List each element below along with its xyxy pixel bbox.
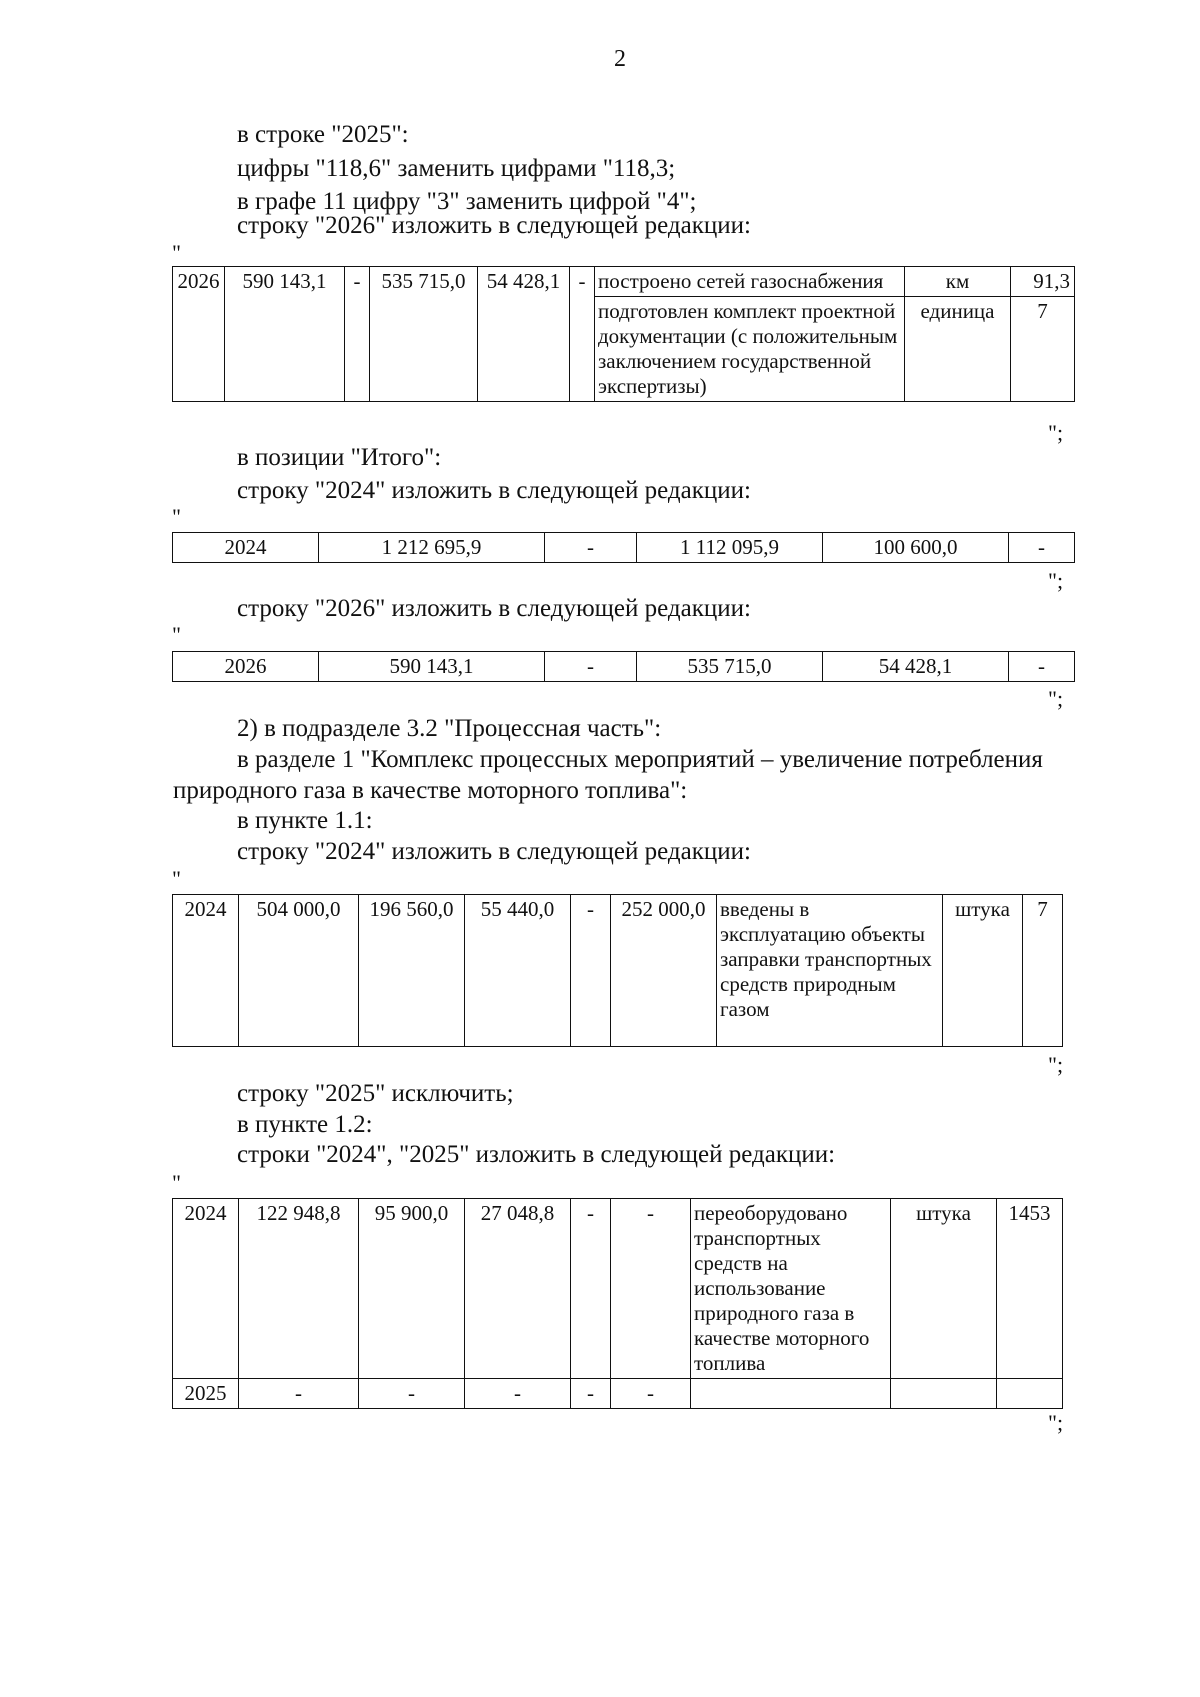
text-line: в пункте 1.2: [237, 1111, 373, 1138]
close-quote: "; [1048, 686, 1064, 711]
cell-result: построено сетей газоснабжения [595, 267, 905, 297]
text-line: в позиции "Итого": [237, 444, 442, 471]
cell: - [571, 1199, 611, 1379]
cell: - [345, 267, 370, 402]
cell-unit: единица [905, 297, 1011, 402]
cell: - [465, 1379, 571, 1409]
cell: 196 560,0 [359, 895, 465, 1047]
table-row [173, 895, 1063, 1047]
text-line: строку "2024" изложить в следующей редакции: [237, 838, 751, 865]
cell: 1 112 095,9 [637, 533, 823, 563]
cell-result: переоборудовано транспортных средств на использование природного газа в качестве моторного топлива [691, 1199, 891, 1379]
open-quote: " [172, 866, 181, 891]
cell-value: 7 [1023, 895, 1063, 1047]
page-number: 2 [614, 46, 626, 72]
text-line: природного газа в качестве моторного топлива": [173, 777, 688, 804]
cell-year: 2024 [173, 895, 239, 1047]
text-line: в разделе 1 "Комплекс процессных мероприятий – увеличение потребления [237, 746, 1043, 773]
table-1-2-2024-2025 [172, 1198, 1063, 1409]
cell: 54 428,1 [823, 652, 1009, 682]
text-line: в строке "2025": [237, 121, 409, 148]
table-row [173, 1199, 1063, 1379]
cell-value: 91,3 [1011, 267, 1075, 297]
text-line: 2) в подразделе 3.2 "Процессная часть": [237, 715, 662, 742]
cell-unit: штука [891, 1199, 997, 1379]
cell: - [545, 533, 637, 563]
cell: - [1009, 652, 1075, 682]
text-line: в пункте 1.1: [237, 807, 373, 834]
cell: 252 000,0 [611, 895, 717, 1047]
table-itogo-2026 [172, 651, 1075, 682]
cell: - [1009, 533, 1075, 563]
cell-empty [997, 1379, 1063, 1409]
table-row [173, 267, 1075, 297]
cell: - [239, 1379, 359, 1409]
cell: 27 048,8 [465, 1199, 571, 1379]
cell: 55 440,0 [465, 895, 571, 1047]
text-line: строку "2024" изложить в следующей редакции: [237, 477, 751, 504]
cell-year: 2024 [173, 533, 319, 563]
cell: - [571, 895, 611, 1047]
open-quote: " [172, 240, 181, 265]
open-quote: " [172, 504, 181, 529]
cell: 590 143,1 [319, 652, 545, 682]
close-quote: "; [1048, 420, 1064, 445]
text-line: цифры "118,6" заменить цифрами "118,3; [237, 155, 676, 182]
close-quote: "; [1048, 568, 1064, 593]
cell: - [611, 1379, 691, 1409]
close-quote: "; [1048, 1410, 1064, 1435]
cell: 1 212 695,9 [319, 533, 545, 563]
cell-result: введены в эксплуатацию объекты заправки транспортных средств природным газом [717, 895, 943, 1047]
cell-total: 504 000,0 [239, 895, 359, 1047]
text-line: строку "2026" изложить в следующей редакции: [237, 595, 751, 622]
cell-value: 7 [1011, 297, 1075, 402]
cell-empty [891, 1379, 997, 1409]
cell-year: 2026 [173, 267, 225, 402]
table-itogo-2024 [172, 532, 1075, 563]
table-row [173, 652, 1075, 682]
cell: - [571, 1379, 611, 1409]
table-row [173, 1379, 1063, 1409]
cell: - [359, 1379, 465, 1409]
cell-total: 590 143,1 [225, 267, 345, 402]
cell-year: 2026 [173, 652, 319, 682]
cell-empty [691, 1379, 891, 1409]
cell-total: 122 948,8 [239, 1199, 359, 1379]
cell-value: 1453 [997, 1199, 1063, 1379]
cell: 100 600,0 [823, 533, 1009, 563]
cell-unit: км [905, 267, 1011, 297]
cell: 535 715,0 [370, 267, 478, 402]
table-2026-gas-networks [172, 266, 1075, 402]
cell: 535 715,0 [637, 652, 823, 682]
cell: - [570, 267, 595, 402]
close-quote: "; [1048, 1052, 1064, 1077]
text-line: строку "2026" изложить в следующей редакции: [237, 212, 751, 239]
text-line: строки "2024", "2025" изложить в следующей редакции: [237, 1141, 836, 1168]
table-row [173, 533, 1075, 563]
cell-year: 2024 [173, 1199, 239, 1379]
cell-result: подготовлен комплект проектной документации (с положительным заключением государственной экспертизы) [595, 297, 905, 402]
cell: 95 900,0 [359, 1199, 465, 1379]
cell: 54 428,1 [478, 267, 570, 402]
cell: - [545, 652, 637, 682]
open-quote: " [172, 622, 181, 647]
table-1-1-2024 [172, 894, 1063, 1047]
open-quote: " [172, 1170, 181, 1195]
cell-unit: штука [943, 895, 1023, 1047]
text-line: строку "2025" исключить; [237, 1080, 514, 1107]
cell-year: 2025 [173, 1379, 239, 1409]
text-line: в графе 11 цифру "3" заменить цифрой "4"; [237, 188, 697, 215]
cell: - [611, 1199, 691, 1379]
